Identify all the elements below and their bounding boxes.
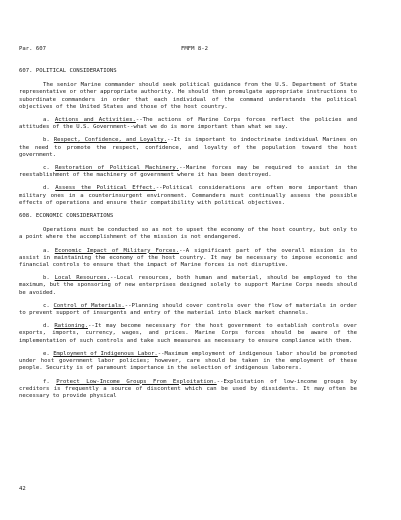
item-title: Employment of Indigenous Labor. bbox=[53, 350, 158, 357]
item-title: Assess the Political Effect. bbox=[55, 185, 156, 192]
document-id: FMFM 8-2 bbox=[181, 46, 208, 52]
item-title: Control of Materials. bbox=[53, 302, 125, 309]
item-title: Respect, Confidence, and Loyalty. bbox=[53, 137, 167, 144]
item-title: Economic Impact of Military Forces. bbox=[54, 247, 180, 254]
document-body bbox=[19, 68, 357, 406]
list-item: a. Economic Impact of Military Forces.--A significant part of the overall mission is to assist in maintaining the economy of the host country. It may be necessary to impose economic and financial controls to ensure that the impact of Marine forces is not disruptive. bbox=[19, 247, 357, 269]
section-title: 608. ECONOMIC CONSIDERATIONS bbox=[19, 213, 114, 220]
list-item: a. Actions and Activities.--The actions of Marine Corps forces reflect the policies and attitudes of the U.S. Government--what we do is more important than what we say. bbox=[19, 117, 357, 131]
list-item: c. Restoration of Political Machinery.--Marine forces may be required to assist in the reestablishment of the machinery of government where it has been destroyed. bbox=[19, 165, 358, 179]
list-item: b. Respect, Confidence, and Loyalty.--It is important to indoctrinate individual Marines on the need to promote the respect, confidence, and loyalty of the population toward the host government. bbox=[19, 137, 357, 158]
list-item: f. Protect Low-Income Groups From Exploitation.--Exploitation of low-income groups by creditors is frequently a source of discontent which can be used by dissidents. It may often be necessary to provide physical bbox=[19, 378, 357, 399]
section-title: 607. POLITICAL CONSIDERATIONS bbox=[19, 68, 117, 74]
item-title: Rationing. bbox=[54, 323, 88, 330]
list-item: b. Local Resources.--Local resources, both human and material, should be employed to the maximum, but the sponsoring of new enterprises designed solely to support Marine Corps needs should be avoided. bbox=[19, 275, 358, 296]
list-item: e. Employment of Indigenous Labor.--Maximum employment of indigenous labor should be promoted under host government labor policies; however, care should be taken in the employment of these people. Security is of paramount importance in the selection of indigenous laborers. bbox=[19, 350, 357, 372]
list-item: d. Assess the Political Effect.--Political considerations are often more important than military ones in a counterinsurgent environment. Commanders must continually assess the possible effects of operations and ensure their compatibility with political objectives. bbox=[19, 185, 357, 206]
item-title: Protect Low-Income Groups From Exploitation. bbox=[56, 378, 217, 385]
item-title: Local Resources. bbox=[54, 275, 110, 282]
page-number: 42 bbox=[19, 486, 26, 492]
list-item: d. Rationing.--It may become necessary for the host government to establish controls over exports, imports, currency, wages, and prices. Marine Corps forces should be aware of the implementation of such controls and take such measures as necessary to ensure compliance with them. bbox=[19, 323, 357, 344]
paragraph-reference: Par. 607 bbox=[19, 46, 46, 52]
section-intro: The senior Marine commander should seek political guidance from the U.S. Department of State representative or other appropriate authority. He should then promulgate appropriate instructions to subordinate commanders in order that each individual of the command understands the political objectives of the United States and those of the host country. bbox=[19, 82, 357, 110]
list-item: c. Control of Materials.--Planning should cover controls over the flow of materials in order to prevent support of insurgents and entry of the material into black market channels. bbox=[19, 302, 357, 317]
item-title: Restoration of Political Machinery. bbox=[55, 165, 180, 172]
section-intro: Operations must be conducted so as not to upset the economy of the host country, but only to a point where the accomplishment of the mission is not endangered. bbox=[19, 227, 357, 241]
item-title: Actions and Activities. bbox=[54, 117, 136, 124]
